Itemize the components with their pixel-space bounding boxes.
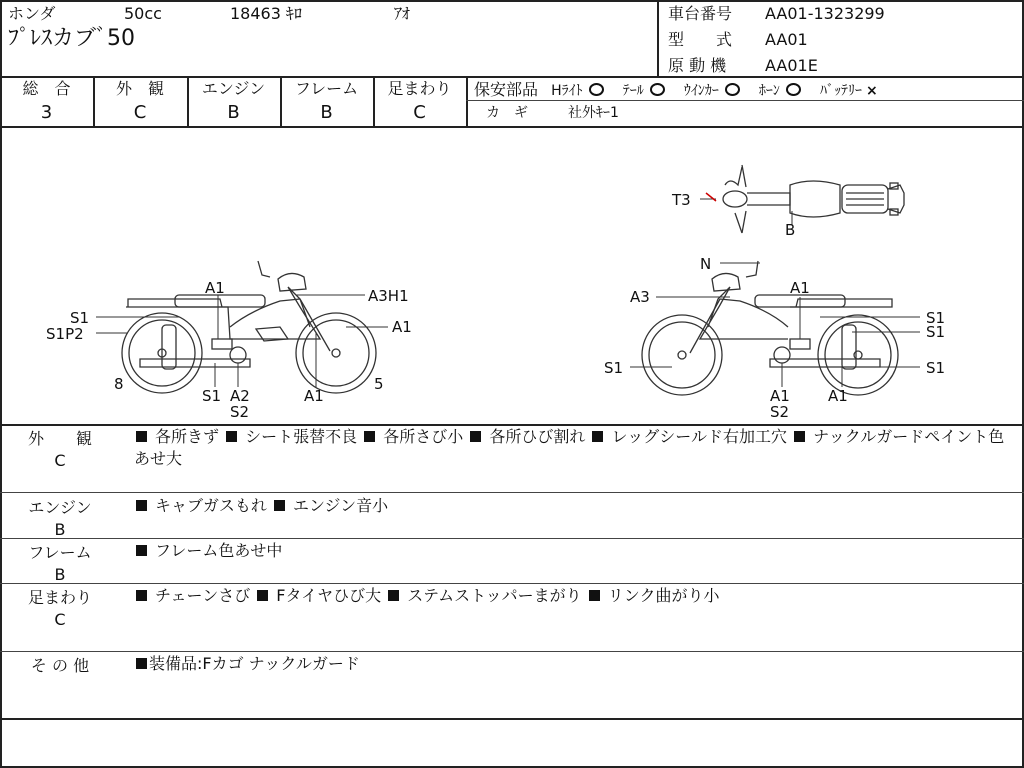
circle-mark-icon — [725, 83, 740, 96]
bullet-icon — [257, 590, 268, 601]
rule — [0, 651, 1024, 652]
frame-no-label: 車台番号 — [668, 4, 733, 23]
safety-item-name: ﾎｰﾝ — [758, 83, 780, 99]
bullet-icon — [136, 658, 147, 669]
note-item: ステムストッパーまがり — [407, 586, 582, 605]
label-5: 5 — [374, 375, 384, 393]
section-title: そ の 他 — [30, 656, 90, 675]
bullet-icon — [274, 500, 285, 511]
top-view-bike — [723, 165, 904, 233]
section-exterior-notes — [134, 426, 1014, 470]
section-grade: C — [54, 450, 66, 470]
grade-engine-value: B — [227, 102, 240, 123]
damage-diagram — [0, 127, 1024, 423]
section-title: フレーム — [28, 543, 92, 562]
note-item: Fタイヤひび大 — [276, 586, 382, 605]
label-s2: S2 — [230, 403, 250, 421]
bullet-icon — [136, 545, 147, 556]
section-title: エンジン — [28, 498, 92, 517]
rule — [0, 492, 1024, 493]
label-a1-top: A1 — [790, 279, 810, 297]
right-side-bike — [642, 261, 898, 395]
label-a3h1: A3H1 — [368, 287, 409, 305]
cross-mark-icon: × — [866, 83, 878, 99]
label-s1: S1 — [70, 309, 90, 327]
safety-item-tail — [623, 83, 679, 99]
section-engine-notes — [134, 495, 1014, 517]
note-item: 各所さび小 — [383, 427, 464, 446]
type-label: 型 式 — [668, 30, 733, 49]
section-frame-notes — [134, 540, 1014, 562]
note-item: リンク曲がり小 — [607, 586, 720, 605]
circle-mark-icon — [650, 83, 665, 96]
label-a1: A1 — [205, 279, 225, 297]
note-item: エンジン音小 — [292, 496, 389, 515]
label-a1-front: A1 — [392, 318, 412, 336]
grade-suspension-label: 足まわり — [387, 79, 452, 98]
section-title: 外 観 — [27, 429, 92, 448]
grade-exterior-value: C — [133, 102, 147, 123]
bullet-icon — [136, 500, 147, 511]
engine-label: 原 動 機 — [668, 56, 727, 75]
safety-label: 保安部品 — [474, 80, 539, 99]
damage-markers — [46, 191, 945, 421]
label-s1-a: S1 — [926, 309, 946, 327]
mileage: 18463 ｷﾛ — [230, 4, 302, 23]
label-n: N — [700, 255, 712, 273]
frame-no: AA01-1323299 — [765, 4, 885, 23]
section-title: 足まわり — [27, 588, 92, 607]
safety-item-battery — [820, 83, 878, 99]
safety-parts-row — [474, 82, 878, 98]
label-a1-rear: A1 — [828, 387, 848, 405]
label-a3: A3 — [630, 288, 650, 306]
note-item: フレーム色あせ中 — [155, 541, 283, 560]
bullet-icon — [592, 431, 603, 442]
circle-mark-icon — [589, 83, 604, 96]
color: ｱｵ — [394, 4, 411, 23]
section-grade: B — [54, 564, 66, 584]
section-other-label — [0, 655, 120, 677]
safety-item-name: Hﾗｲﾄ — [551, 83, 583, 99]
note-item: 各所きず — [155, 427, 220, 446]
rule — [0, 718, 1024, 720]
model-name: ﾌﾟﾚｽカブﾞ50 — [8, 26, 135, 51]
circle-mark-icon — [786, 83, 801, 96]
rule — [0, 583, 1024, 584]
grade-divider — [466, 76, 468, 126]
section-grade: C — [54, 609, 66, 629]
section-engine-label — [0, 497, 120, 540]
safety-item-winker — [684, 83, 754, 99]
safety-item-name: ﾊﾞｯﾃﾘｰ — [820, 83, 863, 99]
section-frame-label — [0, 542, 120, 585]
bullet-icon — [364, 431, 375, 442]
bullet-icon — [136, 431, 147, 442]
label-s1-b: S1 — [926, 323, 946, 341]
grade-total-value: 3 — [40, 102, 53, 123]
grade-exterior-label: 外 観 — [115, 79, 164, 98]
note-item: シート張替不良 — [245, 427, 358, 446]
grade-suspension-value: C — [413, 102, 426, 123]
note-item: キャブガスもれ — [155, 496, 267, 515]
rule — [0, 538, 1024, 539]
type-value: AA01 — [765, 30, 808, 49]
safety-item-horn — [759, 83, 815, 99]
section-suspension-notes — [134, 585, 1014, 607]
note-item: 装備品:Fカゴ ナックルガード — [149, 654, 360, 673]
label-s1-right: S1 — [926, 359, 946, 377]
safety-item-name: ﾃｰﾙ — [622, 83, 644, 99]
bullet-icon — [470, 431, 481, 442]
label-a1-bottom: A1 — [304, 387, 324, 405]
grade-frame-value: B — [320, 102, 333, 123]
label-s1p2: S1P2 — [46, 325, 84, 343]
note-item: レッグシールド右加工穴 — [611, 427, 787, 446]
engine-value: AA01E — [765, 56, 818, 75]
section-exterior-label — [0, 428, 120, 471]
key-label: カ ギ — [486, 105, 528, 121]
grade-frame-label: フレーム — [294, 79, 359, 98]
safety-item-name: ｳｲﾝｶｰ — [683, 83, 719, 99]
maker: ホンダ — [8, 4, 56, 23]
bullet-icon — [589, 590, 600, 601]
grade-engine-label: エンジン — [201, 79, 266, 98]
label-t3: T3 — [672, 191, 691, 209]
rule — [0, 76, 1024, 78]
label-s1-left: S1 — [604, 359, 624, 377]
bullet-icon — [388, 590, 399, 601]
label-8: 8 — [114, 375, 124, 393]
section-grade: B — [54, 519, 66, 539]
label-s1-bottom: S1 — [202, 387, 222, 405]
grade-total-label: 総 合 — [22, 79, 71, 98]
label-a2: A2 — [230, 387, 250, 405]
t3-marker — [706, 193, 716, 201]
rule — [466, 100, 1024, 101]
note-item: 各所ひび割れ — [489, 427, 586, 446]
bullet-icon — [794, 431, 805, 442]
left-side-bike — [122, 261, 376, 393]
section-suspension-label — [0, 587, 120, 630]
safety-item-headlight — [551, 83, 618, 99]
key-value: 社外ｷｰ1 — [568, 105, 619, 121]
label-s2-right: S2 — [770, 403, 790, 421]
note-item: ナックルガードペイント色あせ大 — [134, 427, 1005, 468]
note-item: チェーンさび — [155, 586, 251, 605]
label-b: B — [785, 221, 796, 239]
bullet-icon — [226, 431, 237, 442]
section-other-notes — [134, 653, 1014, 675]
displacement: 50cc — [124, 4, 162, 23]
header-divider — [657, 0, 659, 76]
bullet-icon — [136, 590, 147, 601]
label-a1-bottom-right: A1 — [770, 387, 790, 405]
